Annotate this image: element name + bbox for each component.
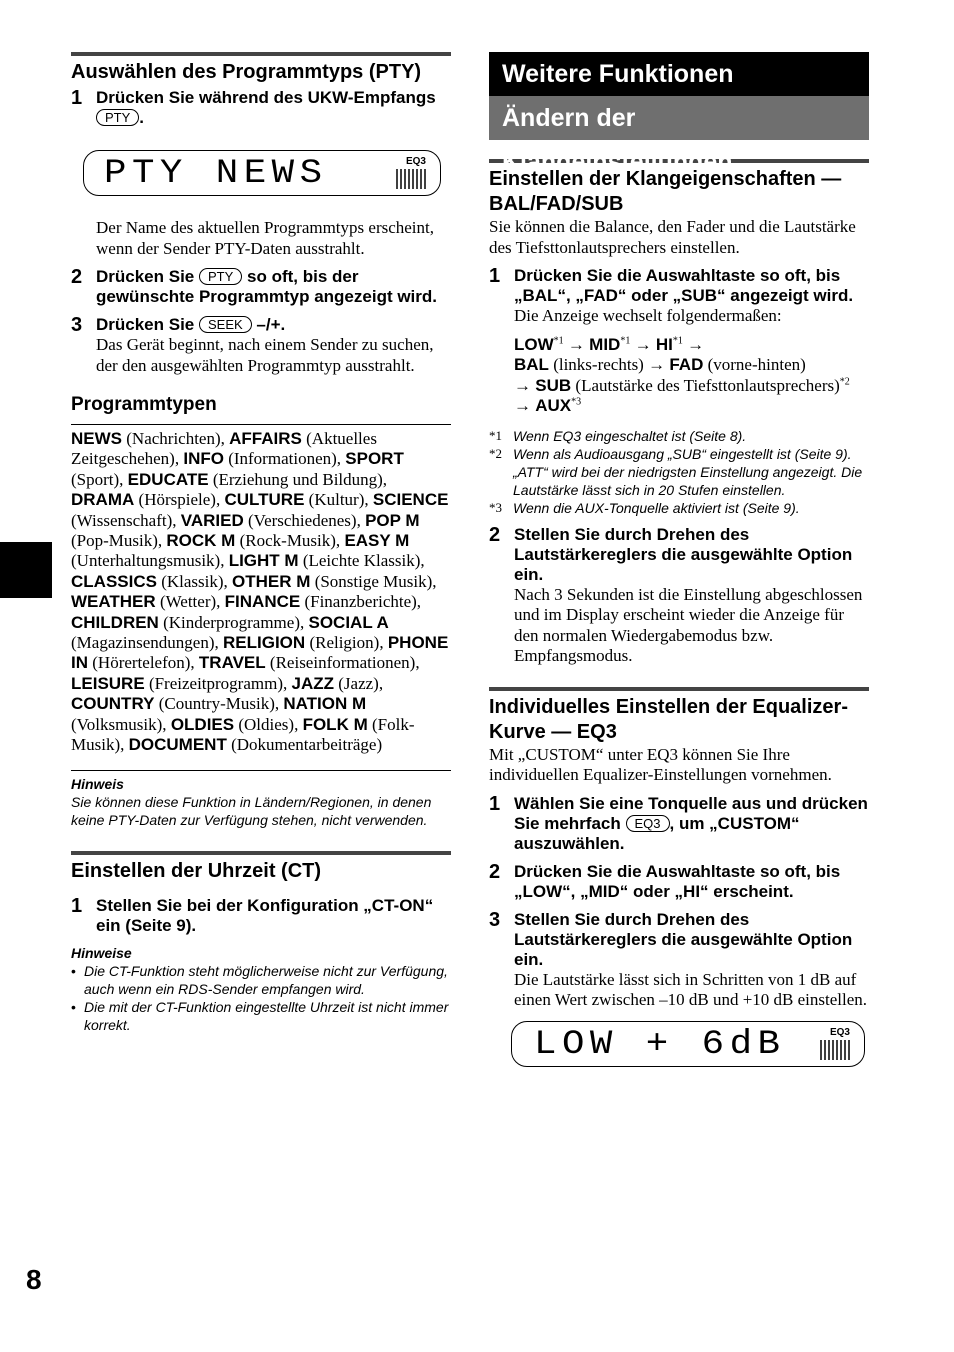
right-column xyxy=(489,52,869,1067)
program-type-desc: (Reiseinformationen), xyxy=(269,653,420,673)
program-type-desc: (Country-Musik), xyxy=(158,694,284,714)
step-text-post: , um „CUSTOM“ auszuwählen. xyxy=(514,813,800,853)
seek-key-icon: SEEK xyxy=(199,316,252,333)
footnote-mark: *3 xyxy=(489,499,502,515)
ct-section xyxy=(71,851,451,884)
program-types-list xyxy=(71,429,451,756)
eq-step-1 xyxy=(489,794,869,854)
pty-step-3 xyxy=(71,315,451,376)
program-type-desc: (Oldies), xyxy=(238,714,303,734)
step-text-pre: Wählen Sie eine Tonquelle aus und drücken Sie mehrfach xyxy=(514,793,868,833)
left-column xyxy=(71,52,451,1034)
seq-sub-desc: (Lautstärke des Tiefsttonlautsprechers) xyxy=(575,375,840,395)
program-type-desc: (Sport), xyxy=(71,469,128,489)
program-type-name: VARIED xyxy=(180,510,244,530)
lcd-text: LOW + 6dB xyxy=(534,1025,786,1064)
footnote xyxy=(489,499,869,517)
equalizer-bars-icon xyxy=(396,169,426,189)
footnote-mark: *3 xyxy=(571,396,582,408)
program-type-desc: (Leichte Klassik), xyxy=(302,551,425,571)
program-type-name: CHILDREN xyxy=(71,612,159,632)
types-heading: Programmtypen xyxy=(71,394,217,415)
seq-fad: FAD xyxy=(669,355,704,374)
note-title: Hinweis xyxy=(71,775,124,792)
program-type-name: SOCIAL A xyxy=(308,612,389,632)
note-item xyxy=(71,998,451,1034)
step-description: Das Gerät beginnt, nach einem Sender zu suchen, der den ausgewählten Programmtyp ausstrahlt. xyxy=(96,335,434,375)
footnote-mark: *2 xyxy=(839,375,850,387)
step-text: Stellen Sie durch Drehen des Lautstärkereglers die ausgewählte Option ein. xyxy=(514,524,853,584)
pty-heading: Auswählen des Programmtyps (PTY) xyxy=(71,61,422,83)
step-description: Nach 3 Sekunden ist die Einstellung abgeschlossen und im Display erscheint wieder die Anzeige für den normalen Wiedergabemodus bzw. Empfangsmodus. xyxy=(514,584,863,665)
lcd-display-pty xyxy=(83,150,441,196)
program-type-name: OLDIES xyxy=(170,714,235,734)
program-type-desc: (Verschiedenes), xyxy=(248,510,366,530)
eq-step-3 xyxy=(489,910,869,1011)
display-sequence xyxy=(514,335,869,417)
footnote-mark: *1 xyxy=(489,427,502,443)
eq-section xyxy=(489,687,869,745)
bal-section xyxy=(489,159,869,217)
program-type-desc: (Dokumentarbeiträge) xyxy=(231,735,383,755)
program-type-name: EASY M xyxy=(344,531,410,551)
divider xyxy=(71,424,451,425)
bal-step-2 xyxy=(489,525,869,667)
step-end: . xyxy=(139,108,145,127)
program-type-name: FOLK M xyxy=(302,714,368,734)
program-type-desc: (Klassik), xyxy=(161,571,233,591)
program-type-name: JAZZ xyxy=(291,673,334,693)
program-type-desc: (Rock-Musik), xyxy=(239,531,345,551)
footnote xyxy=(489,445,869,499)
program-type-name: NEWS xyxy=(71,429,122,448)
program-type-desc: (Hörertelefon), xyxy=(92,653,199,673)
seq-mid: MID xyxy=(589,334,621,354)
equalizer-bars-icon xyxy=(820,1040,850,1060)
program-type-name: DOCUMENT xyxy=(128,735,227,755)
footnote xyxy=(489,427,869,445)
step-text-pre: Drücken Sie xyxy=(96,315,195,334)
seq-hi: HI xyxy=(655,334,673,354)
program-type-desc: (Religion), xyxy=(309,633,388,653)
footnote-text: „ATT“ wird bei der niedrigsten Einstellung angezeigt. Die Lautstärke lässt sich in 20 Stufen einstellen. xyxy=(513,463,863,498)
pty-step-1 xyxy=(71,88,451,128)
program-type-desc: (Pop-Musik), xyxy=(71,531,167,551)
program-type-desc: (Nachrichten), xyxy=(126,429,230,448)
step-text-post: so oft, bis der gewünschte Programmtyp angezeigt wird. xyxy=(96,267,438,306)
step-text: Drücken Sie während des UKW-Empfangs xyxy=(96,88,436,107)
program-type-name: LEISURE xyxy=(71,673,145,693)
program-type-desc: (Kinderprogramme), xyxy=(163,612,309,632)
footnote-text: Wenn die AUX-Tonquelle aktiviert ist (Seite 9). xyxy=(513,499,800,516)
bal-intro: Sie können die Balance, den Fader und die Lautstärke des Tiefsttonlautsprechers einstellen. xyxy=(489,217,856,257)
pty-key-icon: PTY xyxy=(96,109,139,126)
eq3-indicator: EQ3 xyxy=(829,1026,850,1038)
step-number: 1 xyxy=(489,792,501,815)
step-number: 3 xyxy=(489,908,501,931)
program-type-name: LIGHT M xyxy=(228,551,299,571)
note-item xyxy=(71,962,451,998)
footnote-text: Wenn als Audioausgang „SUB“ eingestellt ist (Seite 9). xyxy=(513,445,852,462)
program-type-name: TRAVEL xyxy=(198,653,266,673)
seq-low: LOW xyxy=(514,334,554,354)
step-number: 1 xyxy=(71,87,83,109)
step-description: Die Lautstärke lässt sich in Schritten von 1 dB auf einen Wert zwischen –10 dB und +10 dB einstellen. xyxy=(514,969,868,1009)
program-type-name: SPORT xyxy=(345,449,404,469)
program-type-name: OTHER M xyxy=(232,571,311,591)
pty-key-icon: PTY xyxy=(199,268,242,285)
lcd-display-eq xyxy=(511,1021,865,1067)
footnote-text: Wenn EQ3 eingeschaltet ist (Seite 8). xyxy=(513,427,747,444)
program-type-desc: (Kultur), xyxy=(308,490,373,510)
program-type-desc: (Magazinsendungen), xyxy=(71,633,224,653)
step-text: Drücken Sie die Auswahltaste so oft, bis „LOW“, „MID“ oder „HI“ erscheint. xyxy=(514,861,841,901)
program-type-name: INFO xyxy=(183,449,224,469)
program-type-name: ROCK M xyxy=(166,531,236,551)
banner-klangeinstellungen: Ändern der Klangeinstellungen xyxy=(489,96,869,140)
bal-heading: Einstellen der Klangeigenschaften — BAL/FAD/SUB xyxy=(489,168,842,215)
footnote-mark: *2 xyxy=(489,445,502,461)
arrow-icon: → xyxy=(687,334,705,354)
program-type-desc: (Erziehung und Bildung), xyxy=(212,469,388,489)
program-type-name: RELIGION xyxy=(223,633,306,653)
seq-bal: BAL xyxy=(514,355,549,374)
page-number: 8 xyxy=(26,1264,42,1295)
note-text: Die CT-Funktion steht möglicherweise nicht zur Verfügung, auch wenn ein RDS-Sender empfangen wird. xyxy=(84,962,448,997)
step-number: 2 xyxy=(71,266,83,288)
program-type-name: FINANCE xyxy=(224,592,301,612)
eq-intro: Mit „CUSTOM“ unter EQ3 können Sie Ihre individuellen Equalizer-Einstellungen vornehmen. xyxy=(489,744,832,784)
divider xyxy=(71,770,451,771)
arrow-icon: → xyxy=(567,334,585,354)
ct-step-1 xyxy=(71,896,451,936)
pty-step-2 xyxy=(71,267,451,307)
program-type-desc: (Folk-Musik), xyxy=(71,714,415,755)
step-number: 3 xyxy=(71,314,83,336)
program-type-name: AFFAIRS xyxy=(229,429,302,448)
notes-title: Hinweise xyxy=(71,944,132,961)
arrow-icon: → xyxy=(634,334,652,354)
program-type-name: NATION M xyxy=(283,694,367,714)
program-type-desc: (Hörspiele), xyxy=(138,490,225,510)
program-type-desc: (Wissenschaft), xyxy=(71,510,181,530)
step-description: Die Anzeige wechselt folgendermaßen: xyxy=(514,306,782,325)
program-type-desc: (Unterhaltungsmusik), xyxy=(71,551,229,571)
section-tab-marker xyxy=(0,542,52,598)
step-text-pre: Drücken Sie xyxy=(96,267,195,286)
seq-fad-desc: (vorne-hinten) xyxy=(707,355,806,374)
eq-step-2 xyxy=(489,862,869,902)
pty-section xyxy=(71,52,451,85)
program-type-name: EDUCATE xyxy=(127,469,209,489)
lcd-text: PTY NEWS xyxy=(104,155,328,193)
arrow-icon: → xyxy=(648,355,666,374)
program-type-name: DRAMA xyxy=(71,490,135,510)
program-type-name: POP M xyxy=(365,510,420,530)
program-type-desc: (Finanzberichte), xyxy=(304,592,422,612)
program-type-desc: (Freizeitprogramm), xyxy=(148,673,292,693)
banner-weitere-funktionen: Weitere Funktionen xyxy=(489,52,869,96)
program-type-desc: (Wetter), xyxy=(159,592,225,612)
footnote-mark: *1 xyxy=(672,334,683,346)
step-number: 2 xyxy=(489,860,501,883)
program-type-name: CULTURE xyxy=(224,490,305,510)
footnote-mark: *1 xyxy=(553,334,564,346)
program-type-name: WEATHER xyxy=(71,592,156,612)
seq-aux: AUX xyxy=(535,396,572,415)
eq3-key-icon: EQ3 xyxy=(626,815,670,832)
bal-step-1 xyxy=(489,266,869,417)
seq-bal-desc: (links-rechts) xyxy=(553,355,644,374)
footnote-mark: *1 xyxy=(620,334,631,346)
step-text: Stellen Sie bei der Konfiguration „CT-ON“ ein (Seite 9). xyxy=(96,895,434,935)
pty-lcd-description: Der Name des aktuellen Programmtyps erscheint, wenn der Sender PTY-Daten ausstrahlt. xyxy=(96,218,435,258)
ct-heading: Einstellen der Uhrzeit (CT) xyxy=(71,859,322,882)
program-type-name: CLASSICS xyxy=(71,571,157,591)
arrow-icon: → xyxy=(514,396,531,415)
eq-heading: Individuelles Einstellen der Equalizer-Kurve — EQ3 xyxy=(489,695,848,743)
program-type-name: COUNTRY xyxy=(71,694,155,714)
program-type-desc: (Informationen), xyxy=(228,449,346,469)
program-type-name: PHONE IN xyxy=(71,633,449,673)
program-type-name: SCIENCE xyxy=(372,490,449,510)
program-type-desc: (Volksmusik), xyxy=(71,714,171,734)
note-text: Die mit der CT-Funktion eingestellte Uhrzeit ist nicht immer korrekt. xyxy=(84,998,449,1033)
step-text: Drücken Sie die Auswahltaste so oft, bis „BAL“, „FAD“ oder „SUB“ angezeigt wird. xyxy=(514,266,854,305)
program-type-desc: (Jazz), xyxy=(338,673,384,693)
step-number: 1 xyxy=(71,894,83,917)
seq-sub: SUB xyxy=(535,375,572,395)
program-type-desc: (Sonstige Musik), xyxy=(314,571,437,591)
program-type-desc: (Aktuelles Zeitgeschehen), xyxy=(71,429,377,469)
note-text: Sie können diese Funktion in Ländern/Regionen, in denen keine PTY-Daten zur Verfügung stehen, nicht verwenden. xyxy=(71,793,432,828)
step-number: 1 xyxy=(489,265,501,287)
step-text-post: –/+. xyxy=(256,315,286,334)
arrow-icon: → xyxy=(514,375,531,395)
step-number: 2 xyxy=(489,523,501,546)
footnotes xyxy=(489,427,869,517)
eq3-indicator: EQ3 xyxy=(405,156,426,167)
step-text: Stellen Sie durch Drehen des Lautstärkereglers die ausgewählte Option ein. xyxy=(514,909,853,969)
bullet: • xyxy=(71,962,76,979)
bullet: • xyxy=(71,998,76,1015)
